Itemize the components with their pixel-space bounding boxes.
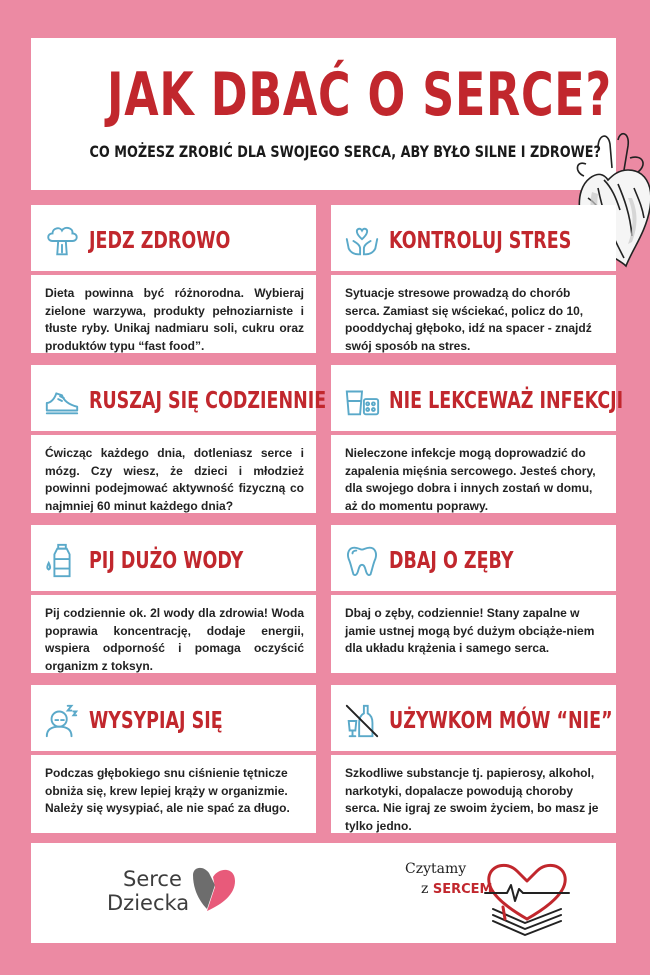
- no-alcohol-icon: [343, 702, 381, 740]
- footer-card: [31, 843, 616, 943]
- broccoli-icon: [43, 222, 81, 260]
- tip-title: PIJ DUŻO WODY: [89, 548, 244, 574]
- tip-card-move-daily: [31, 365, 327, 513]
- tip-text: Podczas głębokiego snu ciśnienie tętnicze obniża się, krew lepiej krąży w organizmie. Należy się wysypiać, ale nie spać za długo.: [45, 766, 290, 815]
- tip-text: Dieta powinna być różnorodna. Wybieraj zielone warzywa, produkty pełnoziarniste i tłuste ryby. Unikaj nadmiaru soli, cukru oraz produktów typu “fast food”.: [45, 286, 304, 353]
- page-title: JAK DBAĆ O SERCE?: [107, 60, 612, 130]
- tip-text: Ćwicząc każdego dnia, dotleniasz serce i mózg. Czy wiesz, że dzieci i młodzież powinni podejmować aktywność fizyczną co najmniej 60 minut każdego dnia?: [45, 446, 304, 513]
- tip-title: WYSYPIAJ SIĘ: [89, 708, 223, 734]
- tip-title: JEDZ ZDROWO: [89, 228, 231, 254]
- tip-text: Nieleczone infekcje mogą doprowadzić do zapalenia mięśnia sercowego. Jesteś chory, dla swojego dobra i innych zostań w domu, aż do momentu poprawy.: [345, 446, 596, 513]
- divider: [31, 271, 316, 275]
- tip-title: KONTROLUJ STRES: [389, 228, 572, 254]
- tip-title: NIE LEKCEWAŻ INFEKCJI: [389, 388, 624, 414]
- divider: [331, 431, 616, 435]
- logo-text-line2: Dziecka: [107, 891, 190, 915]
- tip-card-eat-healthy: [31, 205, 316, 353]
- tip-card-sleep: [31, 685, 316, 833]
- heart-book-icon: [479, 859, 575, 937]
- czytamy-z-sercem-logo: [403, 859, 583, 939]
- tip-text: Szkodliwe substancje tj. papierosy, alkohol, narkotyki, dopalacze powodują choroby serca. Nie igraj ze swoim życiem, bo masz je tylko jedno.: [345, 766, 599, 833]
- header-card: [31, 38, 616, 190]
- tip-card-control-stress: [331, 205, 616, 353]
- divider: [331, 271, 616, 275]
- tip-card-say-no: [331, 685, 616, 833]
- tip-text: Dbaj o zęby, codziennie! Stany zapalne w jamie ustnej mogą być dużym obciąże-niem dla układu krążenia i samego serca.: [345, 606, 595, 655]
- divider: [31, 751, 316, 755]
- tip-card-teeth: [331, 525, 616, 673]
- tip-title: UŻYWKOM MÓW “NIE”: [389, 708, 613, 734]
- sneaker-icon: [43, 382, 81, 420]
- divider: [31, 591, 316, 595]
- divider: [331, 751, 616, 755]
- divider: [31, 431, 316, 435]
- water-bottle-icon: [43, 542, 81, 580]
- tip-title: RUSZAJ SIĘ CODZIENNIE: [89, 388, 327, 414]
- tooth-icon: [343, 542, 381, 580]
- tip-text: Sytuacje stresowe prowadzą do chorób serca. Zamiast się wściekać, policz do 10, pooddychaj głęboko, idź na spacer - znajdź swój sposób na stres.: [345, 286, 592, 353]
- sleeping-person-icon: [43, 702, 81, 740]
- divider: [331, 591, 616, 595]
- heart-logo-icon: [189, 865, 237, 915]
- hands-heart-icon: [343, 222, 381, 260]
- tip-card-infections: [331, 365, 624, 513]
- tip-title: DBAJ O ZĘBY: [389, 548, 514, 574]
- logo-text-line1: Serce: [123, 867, 182, 891]
- logo-text-line1: Czytamy: [405, 861, 467, 877]
- glass-and-pills-icon: [343, 382, 381, 420]
- tip-text: Pij codziennie ok. 2l wody dla zdrowia! Woda poprawia koncentrację, dodaje energii, wspiera odporność i pomaga oczyścić organizm z toksyn.: [45, 606, 304, 673]
- tip-card-drink-water: [31, 525, 316, 673]
- page-subtitle: CO MOŻESZ ZROBIĆ DLA SWOJEGO SERCA, ABY BYŁO SILNE I ZDROWE?: [89, 142, 601, 161]
- logo-text-line2: z SERCEM: [421, 881, 493, 897]
